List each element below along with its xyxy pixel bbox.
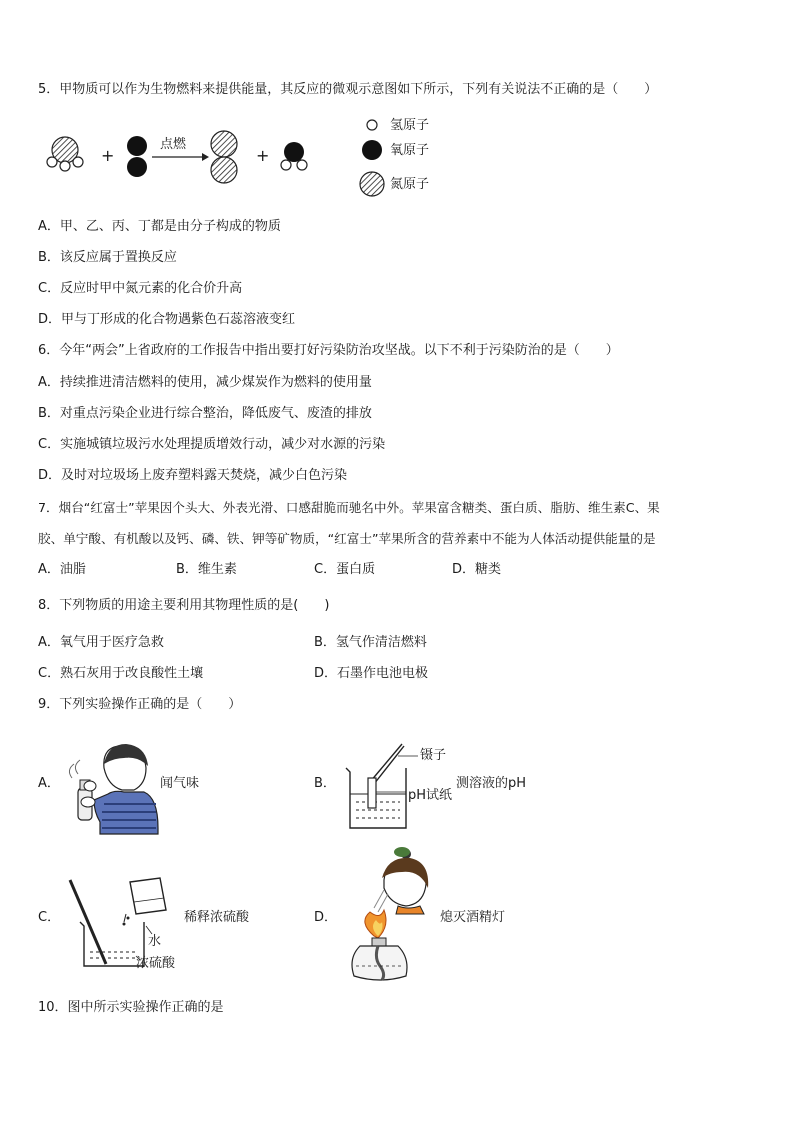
water-label: 水 — [148, 934, 162, 949]
q5-option-b[interactable]: B．该反应属于置换反应 — [38, 250, 177, 265]
tweezers-label: 镊子 — [420, 748, 447, 763]
q7-option-d[interactable]: D．糖类 — [452, 562, 502, 577]
q9-option-d-letter[interactable]: D． — [314, 910, 338, 925]
q6-option-b[interactable]: B．对重点污染企业进行综合整治，降低废气、废渣的排放 — [38, 406, 372, 421]
q5-option-a[interactable]: A．甲、乙、丙、丁都是由分子构成的物质 — [38, 219, 281, 234]
oxygen-atom-icon — [362, 140, 382, 160]
q8-option-d[interactable]: D．石墨作电池电极 — [314, 666, 429, 681]
legend-nitrogen: 氮原子 — [390, 177, 430, 192]
q7-option-a[interactable]: A．油脂 — [38, 562, 86, 577]
q6-option-c[interactable]: C．实施城镇垃圾污水处理提质增效行动，减少对水源的污染 — [38, 437, 386, 452]
legend-hydrogen: 氢原子 — [390, 118, 430, 133]
molecule-jia-icon — [40, 132, 90, 174]
conc-acid-label: 浓硫酸 — [136, 956, 176, 971]
q9-option-c-letter[interactable]: C． — [38, 910, 61, 925]
q8-stem: 8．下列物质的用途主要利用其物理性质的是( ) — [38, 598, 330, 613]
plus-sign: + — [256, 146, 270, 165]
q8-option-a[interactable]: A．氧气用于医疗急救 — [38, 635, 164, 650]
q10-stem: 10．图中所示实验操作正确的是 — [38, 1000, 224, 1015]
q8-option-b[interactable]: B．氢气作清洁燃料 — [314, 635, 427, 650]
ph-paper-label: pH试纸 — [408, 788, 453, 803]
reaction-arrow-icon — [152, 152, 210, 162]
q6-stem: 6．今年“两会”上省政府的工作报告中指出要打好污染防治攻坚战。以下不利于污染防治的是（ ） — [38, 343, 619, 358]
q9-option-c-caption: 稀释浓硫酸 — [184, 910, 250, 925]
q5-option-d[interactable]: D．甲与丁形成的化合物遇紫色石蕊溶液变红 — [38, 312, 296, 327]
alcohol-lamp-girl-icon — [340, 848, 436, 986]
q9-option-d-caption: 熄灭酒精灯 — [440, 910, 506, 925]
q7-option-b[interactable]: B．维生素 — [176, 562, 237, 577]
nitrogen-atom-icon — [360, 172, 384, 196]
legend-oxygen: 氧原子 — [390, 143, 430, 158]
q7-stem-line1: 7．烟台“红富士”苹果因个头大、外表光滑、口感甜脆而驰名中外。苹果富含糖类、蛋白质、脂肪、维生素C、果 — [38, 500, 660, 515]
q7-option-c[interactable]: C．蛋白质 — [314, 562, 376, 577]
q6-option-d[interactable]: D．及时对垃圾场上废弃塑料露天焚烧，减少白色污染 — [38, 468, 348, 483]
molecule-bing-icon — [208, 130, 240, 186]
plus-sign: + — [101, 146, 115, 165]
q7-stem-line2: 胶、单宁酸、有机酸以及钙、磷、铁、钾等矿物质，“红富士”苹果所含的营养素中不能为人体活动提供能量的是 — [38, 531, 656, 546]
q8-option-c[interactable]: C．熟石灰用于改良酸性土壤 — [38, 666, 204, 681]
q5-option-c[interactable]: C．反应时甲中氮元素的化合价升高 — [38, 281, 243, 296]
q9-stem: 9．下列实验操作正确的是（ ） — [38, 697, 242, 712]
q9-option-a-letter[interactable]: A． — [38, 776, 60, 791]
q6-option-a[interactable]: A．持续推进清洁燃料的使用，减少煤炭作为燃料的使用量 — [38, 375, 372, 390]
q9-option-a-caption: 闻气味 — [160, 776, 200, 791]
hydrogen-atom-icon — [367, 120, 377, 130]
molecule-ding-icon — [278, 140, 310, 176]
arrow-label: 点燃 — [160, 137, 187, 152]
q9-option-b-caption: 测溶液的pH — [456, 776, 527, 791]
q5-stem: 5．甲物质可以作为生物燃料来提供能量，其反应的微观示意图如下所示，下列有关说法不正确的是（ ） — [38, 82, 658, 97]
legend-icons — [360, 116, 384, 200]
q9-option-b-letter[interactable]: B． — [314, 776, 336, 791]
molecule-yi-icon — [124, 134, 150, 180]
smelling-student-icon — [64, 738, 160, 834]
